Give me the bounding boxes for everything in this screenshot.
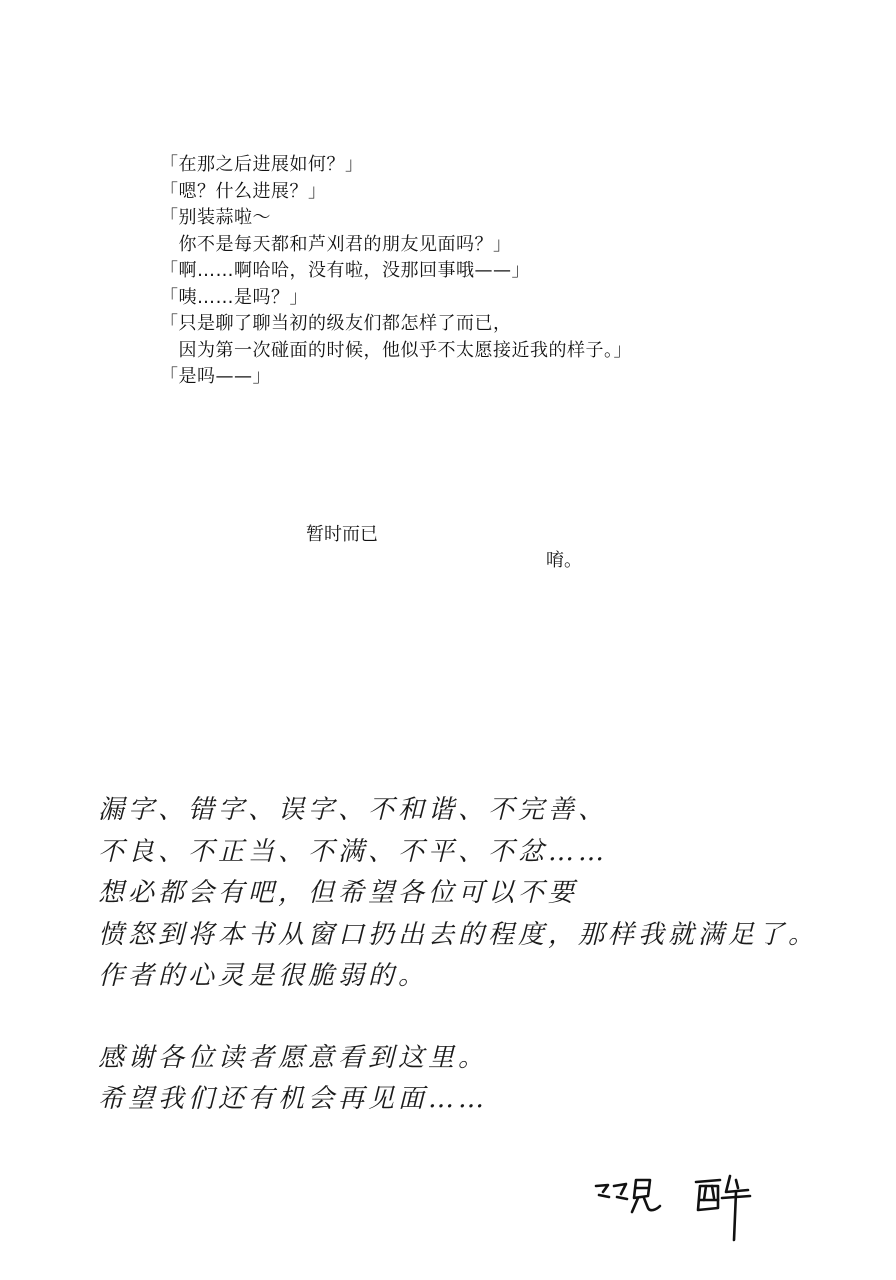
afterword-line: 感谢各位读者愿意看到这里。 <box>98 1042 489 1073</box>
afterword-handwritten <box>98 790 818 1121</box>
dialogue-line: 「是吗——」 <box>160 366 271 387</box>
aside-whisper-1: 暂时而已 <box>306 524 378 545</box>
dialogue-line: 「啊……啊哈哈，没有啦，没那回事哦——」 <box>160 260 530 281</box>
dialogue-line: 「咦……是吗？」 <box>160 286 308 308</box>
afterword-line: 想必都会有吧，但希望各位可以不要 <box>98 878 579 908</box>
aside-whisper-2: 唷。 <box>546 550 582 571</box>
afterword-line: 作者的心灵是很脆弱的。 <box>98 961 429 991</box>
dialogue-line: 「在那之后进展如何？」 <box>160 154 364 175</box>
dialogue-line: 你不是每天都和芦刈君的朋友见面吗？」 <box>160 233 512 255</box>
dialogue-line: 「只是聊了聊当初的级友们都怎样了而已， <box>160 313 512 334</box>
dialogue-line: 因为第一次碰面的时候，他似乎不太愿接近我的样子。」 <box>160 339 632 361</box>
paragraph-gap <box>98 998 818 1038</box>
afterword-line: 不良、不正当、不满、不平、不忿…… <box>98 836 609 867</box>
afterword-line: 希望我们还有机会再见面…… <box>98 1084 489 1114</box>
dialogue-line: 「别装蒜啦～ <box>160 207 271 228</box>
dialogue-block <box>160 152 632 391</box>
afterword-line: 愤怒到将本书从窗口扔出去的程度，那样我就满足了。 <box>98 919 819 950</box>
dialogue-line: 「嗯？什么进展？」 <box>160 180 327 202</box>
afterword-line: 漏字、错字、误字、不和谐、不完善、 <box>98 795 609 825</box>
author-signature <box>590 1170 780 1250</box>
